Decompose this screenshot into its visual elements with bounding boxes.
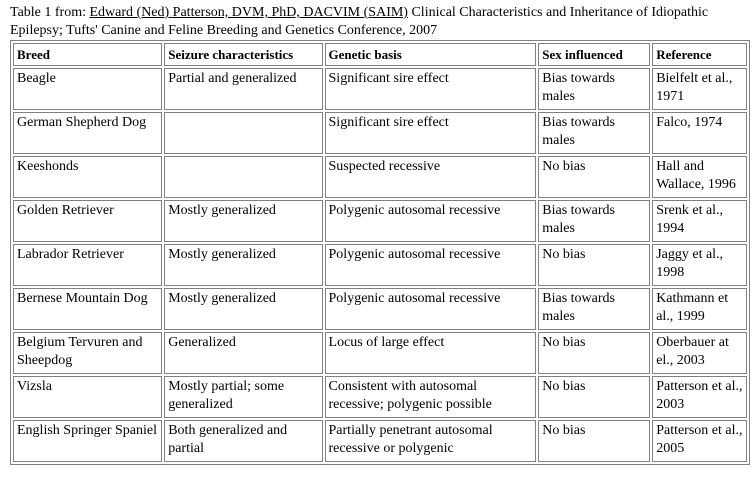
seizure-cell: Generalized xyxy=(164,332,322,374)
table-row xyxy=(13,68,747,110)
sex-influenced-cell: No bias xyxy=(538,244,650,286)
table-row xyxy=(13,244,747,286)
seizure-cell: Mostly generalized xyxy=(164,288,322,330)
column-header-genetic-basis: Genetic basis xyxy=(325,43,537,66)
genetic-basis-cell: Significant sire effect xyxy=(325,112,537,154)
sex-influenced-cell: Bias towards males xyxy=(538,68,650,110)
breed-cell: Vizsla xyxy=(13,376,162,418)
sex-influenced-cell: No bias xyxy=(538,376,650,418)
sex-influenced-cell: Bias towards males xyxy=(538,288,650,330)
seizure-cell: Partial and generalized xyxy=(164,68,322,110)
genetic-basis-cell: Polygenic autosomal recessive xyxy=(325,288,537,330)
reference-cell: Bielfelt et al., 1971 xyxy=(652,68,747,110)
column-header-reference: Reference xyxy=(652,43,747,66)
genetic-basis-cell: Consistent with autosomal recessive; polygenic possible xyxy=(325,376,537,418)
reference-cell: Kathmann et al., 1999 xyxy=(652,288,747,330)
seizure-cell xyxy=(164,156,322,198)
sex-influenced-cell: No bias xyxy=(538,156,650,198)
table-row xyxy=(13,112,747,154)
sex-influenced-cell: Bias towards males xyxy=(538,200,650,242)
table-row xyxy=(13,200,747,242)
breed-cell: Belgium Tervuren and Sheepdog xyxy=(13,332,162,374)
genetic-basis-cell: Polygenic autosomal recessive xyxy=(325,244,537,286)
breed-cell: Golden Retriever xyxy=(13,200,162,242)
breed-epilepsy-table xyxy=(10,40,750,465)
table-row xyxy=(13,420,747,462)
seizure-cell xyxy=(164,112,322,154)
reference-cell: Falco, 1974 xyxy=(652,112,747,154)
caption-prefix: Table 1 from: xyxy=(10,5,90,20)
sex-influenced-cell: No bias xyxy=(538,332,650,374)
reference-cell: Patterson et al., 2003 xyxy=(652,376,747,418)
seizure-cell: Mostly generalized xyxy=(164,200,322,242)
genetic-basis-cell: Polygenic autosomal recessive xyxy=(325,200,537,242)
seizure-cell: Both generalized and partial xyxy=(164,420,322,462)
column-header-seizure-characteristics: Seizure characteristics xyxy=(164,43,322,66)
author-link[interactable]: Edward (Ned) Patterson, DVM, PhD, DACVIM (SAIM) xyxy=(89,5,408,20)
header-row xyxy=(13,43,747,66)
reference-cell: Hall and Wallace, 1996 xyxy=(652,156,747,198)
table-row xyxy=(13,288,747,330)
seizure-cell: Mostly partial; some generalized xyxy=(164,376,322,418)
sex-influenced-cell: No bias xyxy=(538,420,650,462)
column-header-sex-influenced: Sex influenced xyxy=(538,43,650,66)
table-caption xyxy=(10,4,750,40)
table-row xyxy=(13,332,747,374)
breed-cell: Bernese Mountain Dog xyxy=(13,288,162,330)
seizure-cell: Mostly generalized xyxy=(164,244,322,286)
breed-cell: Labrador Retriever xyxy=(13,244,162,286)
breed-cell: English Springer Spaniel xyxy=(13,420,162,462)
genetic-basis-cell: Locus of large effect xyxy=(325,332,537,374)
column-header-breed: Breed xyxy=(13,43,162,66)
genetic-basis-cell: Suspected recessive xyxy=(325,156,537,198)
reference-cell: Oberbauer at el., 2003 xyxy=(652,332,747,374)
breed-cell: Beagle xyxy=(13,68,162,110)
genetic-basis-cell: Partially penetrant autosomal recessive or polygenic xyxy=(325,420,537,462)
breed-cell: Keeshonds xyxy=(13,156,162,198)
reference-cell: Patterson et al., 2005 xyxy=(652,420,747,462)
reference-cell: Jaggy et al., 1998 xyxy=(652,244,747,286)
table-row xyxy=(13,376,747,418)
breed-cell: German Shepherd Dog xyxy=(13,112,162,154)
sex-influenced-cell: Bias towards males xyxy=(538,112,650,154)
table-row xyxy=(13,156,747,198)
reference-cell: Srenk et al., 1994 xyxy=(652,200,747,242)
caption-suffix: Clinical Characteristics and Inheritance of Idiopathic Epilepsy; Tufts' Canine and Feline Breeding and Genetics Conference, 2007 xyxy=(10,5,709,38)
genetic-basis-cell: Significant sire effect xyxy=(325,68,537,110)
